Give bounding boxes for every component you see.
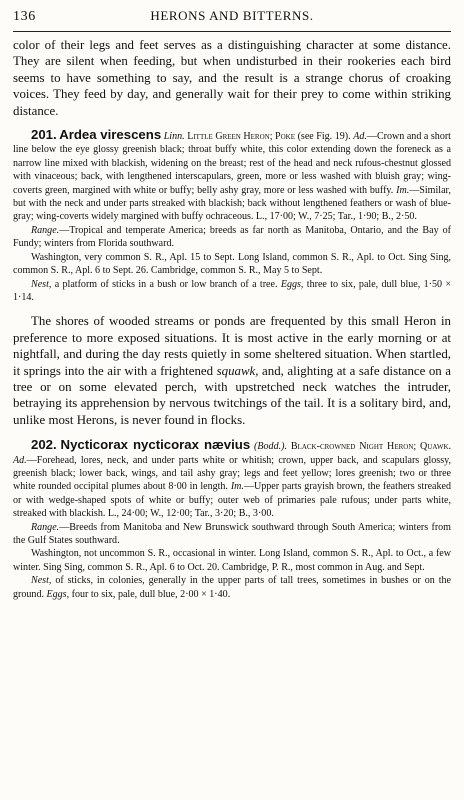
species-201-eggs-text: three to six, pale, dull blue, 1·50 × 1·14. (13, 278, 452, 303)
running-head (13, 8, 451, 28)
species-202-adult-text: —Forehead, lores, neck, and under parts white or whitish; crown, upper back, and scapulars glossy, greenish black; lower back, wings, and tail ashy gray; legs and feet yellow; lores greenish; two or three white rounded occipital plumes about 8·00 in length. (13, 454, 451, 493)
species-202-immature-text: —Upper parts grayish brown, the feathers streaked or with wedge-shaped spots of white or buffy; outer web of primaries pale rufous; under parts white, streaked with blackish. L., 24·00; W., 12·00; Tar., 3·20; B., 3·00. (13, 481, 451, 520)
species-202-common-name: Black-crowned Night Heron; Quawk. (290, 441, 452, 453)
species-201-range-label: Range. (31, 224, 60, 236)
species-202-range (13, 521, 451, 548)
species-202-entry (13, 438, 451, 520)
species-202-range-label: Range. (31, 521, 60, 533)
species-201-figure-ref: (see Fig. 19). (297, 131, 351, 143)
species-201-range (13, 224, 451, 251)
intro-paragraph: color of their legs and feet serves as a distinguishing character at some distance. They are silent when feeding, but when undisturbed in their rookeries each bird seems to have something to say, and the result is a strange chorus of croaking voices. They feed by day, and generally wait for their prey to come within striking distance. (13, 38, 451, 118)
page-number: 136 (13, 9, 36, 24)
species-201-eggs-label: Eggs, (280, 278, 304, 290)
species-202-adult-label: Ad. (13, 454, 27, 466)
species-202-immature-label: Im. (230, 481, 244, 493)
species-201-name: Ardea virescens (59, 127, 162, 143)
species-202-eggs-label: Eggs, (46, 588, 70, 600)
species-202-records: Washington, not uncommon S. R., occasional in winter. Long Island, common S. R., Apl. to Oct., a few winter. Sing Sing, common S. R., Apl. 6 to Oct. 20. Cambridge, P. R., most common in Aug. and Sept. (13, 548, 451, 573)
species-201-description-end: and, alighting at a safe distance on a tree or on some elevated perch, with upstretched neck watches the intruder, betraying its apprehension by nervous twitchings of the tail. It is a solitary bird, and, unlike most Herons, is never found in flocks. (13, 363, 451, 427)
species-201-immature-text: —Similar, but with the neck and under parts streaked with blackish; back without lengthened feathers or wash of blue-gray; wing-coverts widely margined with buffy ochraceous. L., 17·00; W., 7·25; Tar., 1·90; B., 2·50. (13, 184, 451, 223)
species-202-eggs-text: four to six, pale, dull blue, 2·00 × 1·40. (71, 588, 231, 600)
species-201-entry (13, 128, 451, 224)
species-202-nest-text: of sticks, in colonies, generally in the upper parts of tall trees, sometimes in bushes or on the ground. (13, 575, 452, 600)
header-rule (13, 31, 451, 32)
species-201-description-text: The shores of wooded streams or ponds are frequented by this small Heron in preference to more exposed situations. It is most active in the early morning or at nightfall, and during the day rests quietly in some sheltered situation. When startled, it springs into the air with a frightened (13, 314, 451, 378)
species-201-nest (13, 278, 451, 305)
species-201-adult-text: —Crown and a short line below the eye glossy greenish black; throat buffy white, this color extending down the foreneck as a narrow line mixed with blackish, widening on the breast; rest of the head and neck rufous-chestnut glossed with vinaceous; back, with lengthened interscapulars, green, more or less washed with bluish gray; wing-coverts green, margined with white or buffy; belly ashy gray, more or less washed with buffy. (13, 131, 451, 196)
species-202-name: Nycticorax nycticorax nævius (60, 437, 251, 453)
species-202-nest (13, 574, 451, 601)
species-201-description (13, 313, 451, 428)
species-201-range-text: —Tropical and temperate America; breeds as far north as Manitoba, Ontario, and the Bay of Fundy; winters from Florida southward. (13, 224, 451, 250)
running-title: HERONS AND BITTERNS. (150, 8, 314, 23)
species-202-nest-label: Nest, (31, 575, 52, 587)
species-201-description-squawk: squawk, (216, 363, 259, 378)
species-201-immature-label: Im. (396, 184, 410, 196)
species-201-adult-label: Ad. (353, 131, 367, 143)
species-201-common-name: Little Green Heron; Poke (187, 131, 296, 143)
species-202-authority: (Bodd.). (254, 441, 287, 453)
species-201-records: Washington, very common S. R., Apl. 15 to Sept. Long Island, common S. R., Apl. to Oct. Sing Sing, common S. R., Apl. 6 to Sept. 26. Cambridge, common S. R., May 5 to Sept. (13, 251, 451, 277)
species-201-authority: Linn. (163, 131, 185, 143)
species-201-number: 201. (31, 127, 57, 143)
species-202-number: 202. (31, 437, 57, 453)
species-201-nest-label: Nest, (31, 278, 52, 290)
species-201-nest-text: a platform of sticks in a bush or low branch of a tree. (54, 278, 278, 290)
species-202-range-text: —Breeds from Manitoba and New Brunswick southward through South America; winters from the Gulf States southward. (13, 521, 451, 546)
